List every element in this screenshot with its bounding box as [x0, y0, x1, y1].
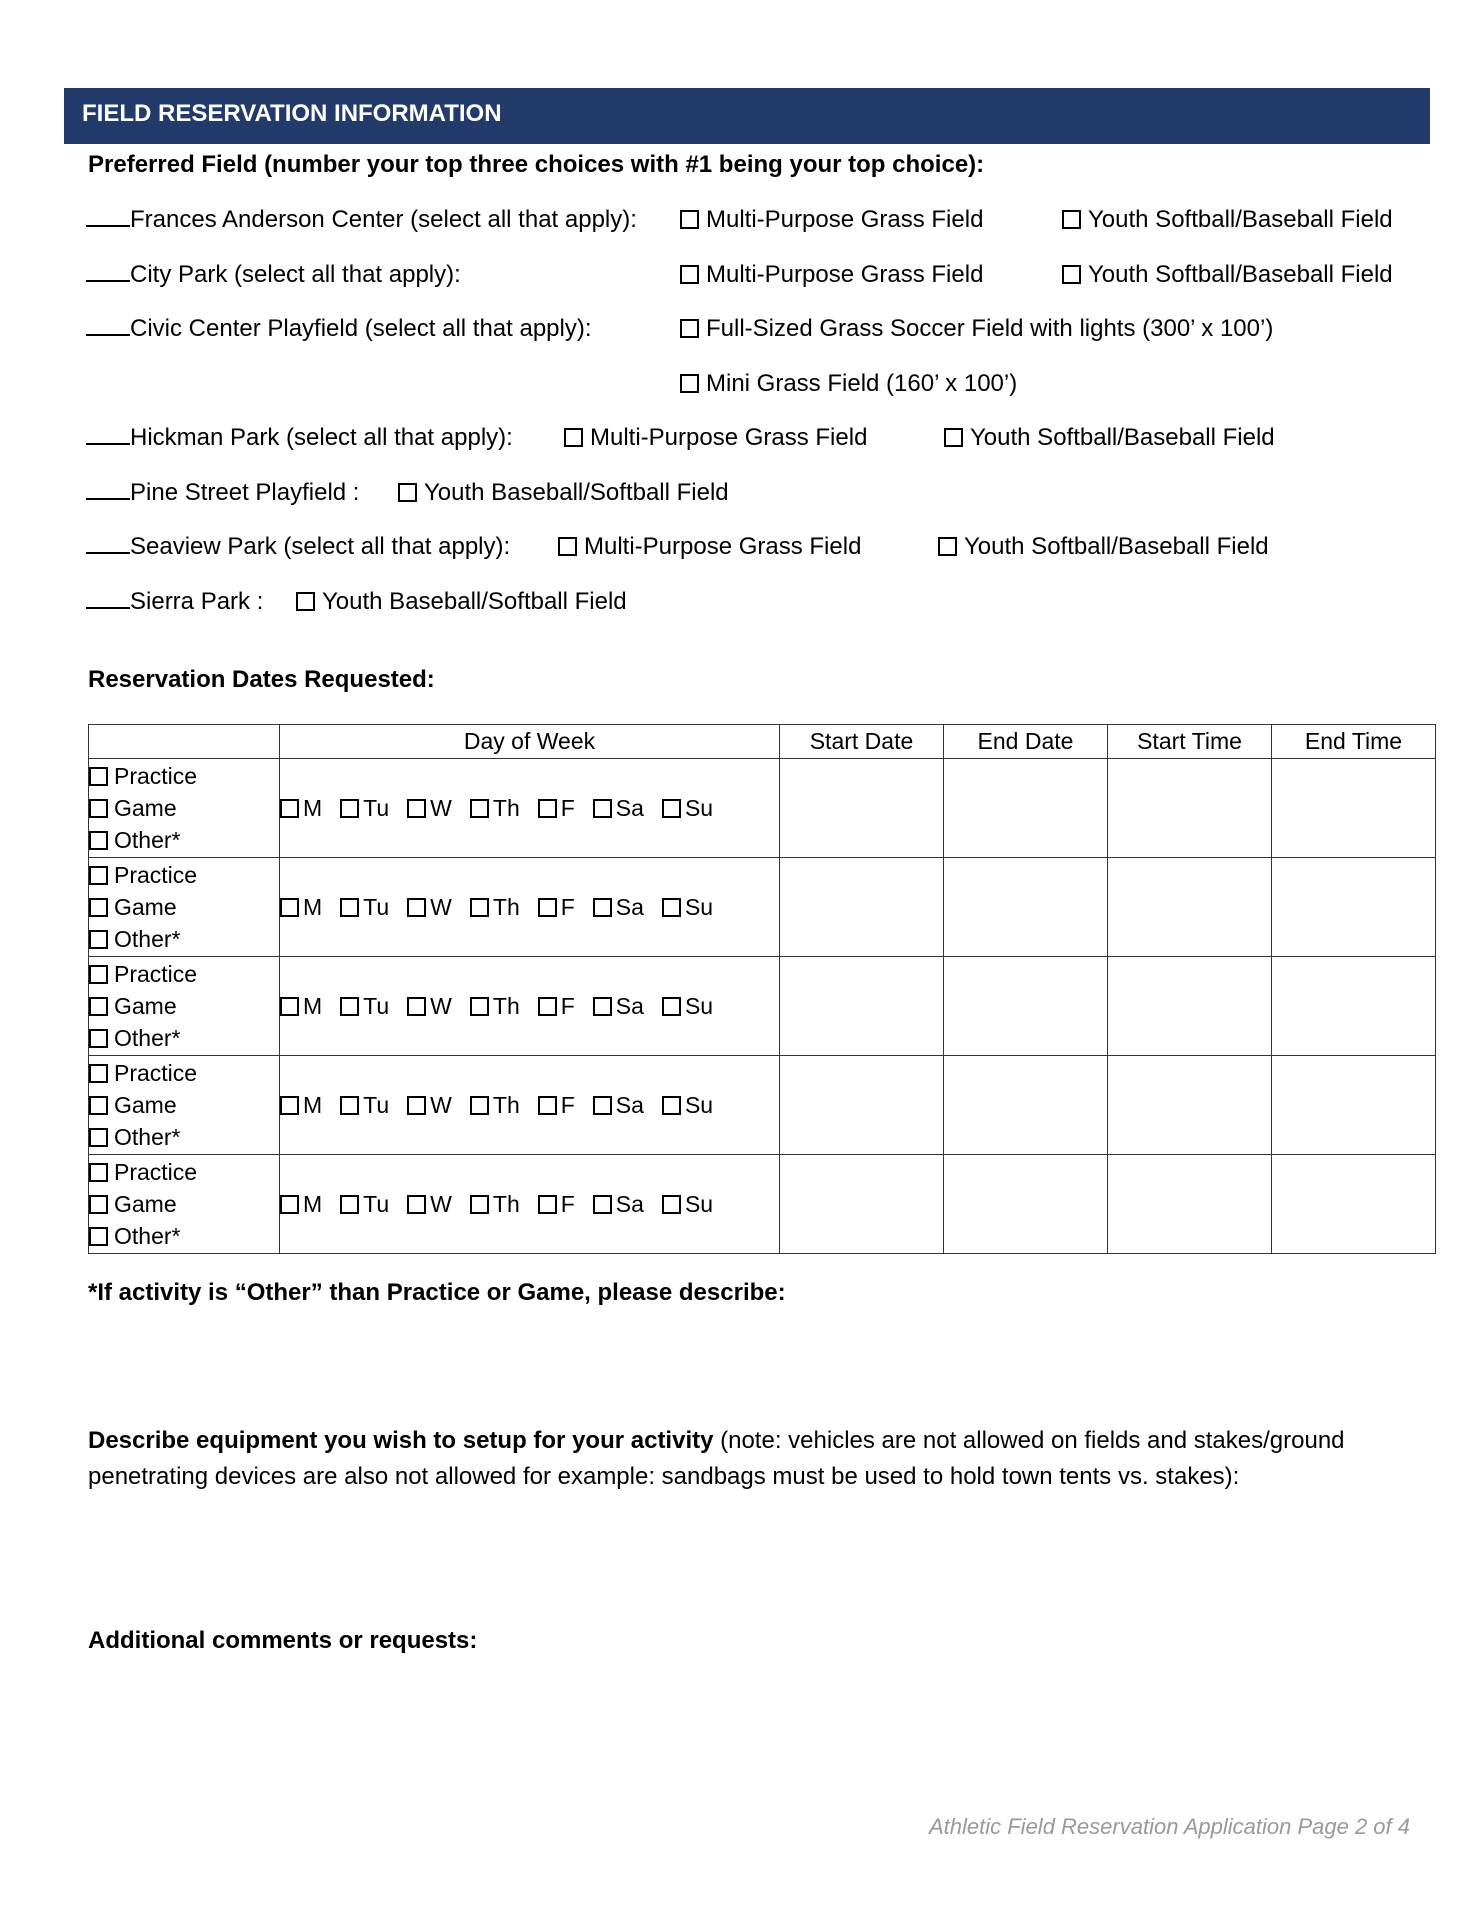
day-label: Su: [684, 992, 714, 1019]
day-label: Su: [684, 1091, 714, 1118]
checkbox[interactable]: [593, 1096, 612, 1115]
start-date-cell[interactable]: [780, 858, 944, 957]
table-row: [89, 1056, 1436, 1155]
checkbox[interactable]: [296, 592, 315, 611]
day-option[interactable]: [593, 993, 644, 1020]
day-option[interactable]: [340, 993, 389, 1020]
checkbox[interactable]: [470, 799, 489, 818]
option-label: Youth Baseball/Softball Field: [322, 588, 627, 615]
checkbox[interactable]: [407, 1195, 426, 1214]
day-option[interactable]: [280, 1092, 322, 1119]
checkbox[interactable]: [280, 1096, 299, 1115]
day-label: W: [430, 992, 452, 1019]
column-header: End Date: [944, 725, 1108, 759]
checkbox[interactable]: [340, 799, 359, 818]
checkbox[interactable]: [89, 1029, 108, 1048]
checkbox[interactable]: [470, 1195, 489, 1214]
day-label: Th: [492, 794, 520, 821]
activity-label: Other*: [114, 1124, 181, 1150]
option-checkbox[interactable]: [680, 314, 1273, 344]
field-name: Civic Center Playfield (select all that apply):: [130, 315, 592, 342]
activity-label: Game: [114, 1092, 177, 1118]
option-checkbox[interactable]: [564, 423, 867, 453]
option-checkbox[interactable]: [558, 532, 861, 562]
checkbox[interactable]: [662, 898, 681, 917]
column-header: Start Time: [1108, 725, 1272, 759]
activity-label: Other*: [114, 1025, 181, 1051]
day-option[interactable]: [407, 993, 452, 1020]
reservation-table: [88, 724, 1436, 1254]
rank-blank[interactable]: [86, 262, 130, 282]
section-header: [64, 88, 1430, 144]
column-header: Day of Week: [280, 725, 780, 759]
rank-blank[interactable]: [86, 316, 130, 336]
checkbox[interactable]: [89, 799, 108, 818]
option-label: Youth Baseball/Softball Field: [424, 479, 729, 506]
day-label: Sa: [615, 1190, 644, 1217]
day-label: F: [560, 992, 575, 1019]
checkbox[interactable]: [407, 799, 426, 818]
activity-label: Other*: [114, 827, 181, 853]
checkbox[interactable]: [564, 428, 583, 447]
activity-option[interactable]: [89, 824, 279, 856]
checkbox[interactable]: [89, 930, 108, 949]
checkbox[interactable]: [340, 1195, 359, 1214]
day-label: Tu: [363, 1190, 390, 1217]
checkbox[interactable]: [662, 1096, 681, 1115]
checkbox[interactable]: [470, 898, 489, 917]
field-name: Pine Street Playfield :: [130, 479, 360, 506]
option-label: Mini Grass Field (160’ x 100’): [706, 370, 1018, 397]
day-label: Su: [684, 893, 714, 920]
checkbox[interactable]: [407, 997, 426, 1016]
checkbox[interactable]: [340, 898, 359, 917]
activity-label: Game: [114, 795, 177, 821]
checkbox[interactable]: [538, 1195, 557, 1214]
activity-label: Practice: [114, 1159, 198, 1185]
day-option[interactable]: [340, 1191, 389, 1218]
equipment-description-line2: penetrating devices are also not allowed for example: sandbags must be used to hold town tents vs. stakes):: [88, 1463, 1240, 1490]
activity-option[interactable]: [89, 1156, 279, 1188]
activity-option[interactable]: [89, 792, 279, 824]
checkbox[interactable]: [89, 1163, 108, 1182]
day-option[interactable]: [662, 894, 713, 921]
day-label: Tu: [363, 794, 390, 821]
day-label: Su: [684, 794, 714, 821]
end-date-cell[interactable]: [944, 1155, 1108, 1254]
table-row: [89, 759, 1436, 858]
field-row-frances-anderson: [86, 205, 637, 235]
day-label: M: [303, 1190, 323, 1217]
checkbox[interactable]: [558, 537, 577, 556]
day-label: Th: [492, 1091, 520, 1118]
equipment-description-line1: [88, 1426, 1345, 1456]
rank-blank[interactable]: [86, 480, 130, 500]
checkbox[interactable]: [662, 1195, 681, 1214]
day-label: W: [430, 893, 452, 920]
checkbox[interactable]: [593, 997, 612, 1016]
day-option[interactable]: [407, 1191, 452, 1218]
checkbox[interactable]: [280, 997, 299, 1016]
checkbox[interactable]: [680, 210, 699, 229]
end-time-cell[interactable]: [1272, 957, 1436, 1056]
checkbox[interactable]: [280, 799, 299, 818]
checkbox[interactable]: [340, 997, 359, 1016]
rank-blank[interactable]: [86, 589, 130, 609]
day-label: M: [303, 1091, 323, 1118]
activity-option[interactable]: [89, 891, 279, 923]
end-date-cell[interactable]: [944, 1056, 1108, 1155]
checkbox[interactable]: [89, 1227, 108, 1246]
activity-label: Practice: [114, 763, 198, 789]
option-checkbox[interactable]: [680, 260, 983, 290]
section-title: FIELD RESERVATION INFORMATION: [82, 100, 502, 127]
day-option[interactable]: [340, 894, 389, 921]
field-row-hickman-park: [86, 423, 513, 453]
checkbox[interactable]: [944, 428, 963, 447]
checkbox[interactable]: [470, 1096, 489, 1115]
day-label: Th: [492, 992, 520, 1019]
option-checkbox[interactable]: [398, 478, 729, 508]
day-option[interactable]: [538, 894, 575, 921]
activity-option[interactable]: [89, 1089, 279, 1121]
checkbox[interactable]: [89, 997, 108, 1016]
day-option[interactable]: [407, 1092, 452, 1119]
day-option[interactable]: [407, 894, 452, 921]
start-date-cell[interactable]: [780, 957, 944, 1056]
day-label: M: [303, 893, 323, 920]
option-checkbox[interactable]: [1062, 205, 1393, 235]
field-row-seaview-park: [86, 532, 510, 562]
column-header: Start Date: [780, 725, 944, 759]
day-of-week-cell: [280, 759, 780, 858]
activity-option[interactable]: [89, 923, 279, 955]
checkbox[interactable]: [280, 1195, 299, 1214]
checkbox[interactable]: [662, 799, 681, 818]
field-name: Hickman Park (select all that apply):: [130, 424, 513, 451]
day-label: Tu: [363, 893, 390, 920]
day-option[interactable]: [593, 1092, 644, 1119]
checkbox[interactable]: [680, 265, 699, 284]
day-option[interactable]: [280, 1191, 322, 1218]
option-label: Youth Softball/Baseball Field: [964, 533, 1269, 560]
checkbox[interactable]: [538, 799, 557, 818]
day-label: F: [560, 1190, 575, 1217]
day-option[interactable]: [538, 795, 575, 822]
option-label: Youth Softball/Baseball Field: [1088, 261, 1393, 288]
day-label: Th: [492, 893, 520, 920]
field-row-pine-street: [86, 478, 359, 508]
checkbox[interactable]: [470, 997, 489, 1016]
additional-comments-label: Additional comments or requests:: [88, 1627, 478, 1654]
option-label: Youth Softball/Baseball Field: [970, 424, 1275, 451]
checkbox[interactable]: [680, 374, 699, 393]
table-row: [89, 858, 1436, 957]
option-label: Multi-Purpose Grass Field: [706, 206, 984, 233]
activity-option[interactable]: [89, 1220, 279, 1252]
activity-label: Game: [114, 1191, 177, 1217]
column-header: End Time: [1272, 725, 1436, 759]
option-label: Full-Sized Grass Soccer Field with lights (300’ x 100’): [706, 315, 1274, 342]
column-header: [89, 725, 280, 759]
day-label: Sa: [615, 794, 644, 821]
field-row-sierra-park: [86, 587, 263, 617]
field-name: Sierra Park :: [130, 588, 264, 615]
option-label: Youth Softball/Baseball Field: [1088, 206, 1393, 233]
day-option[interactable]: [470, 894, 520, 921]
option-checkbox[interactable]: [938, 532, 1269, 562]
checkbox[interactable]: [340, 1096, 359, 1115]
day-option[interactable]: [593, 894, 644, 921]
rank-blank[interactable]: [86, 425, 130, 445]
day-option[interactable]: [662, 993, 713, 1020]
start-date-cell[interactable]: [780, 759, 944, 858]
activity-label: Practice: [114, 862, 198, 888]
day-label: Tu: [363, 1091, 390, 1118]
checkbox[interactable]: [1062, 210, 1081, 229]
activity-label: Practice: [114, 1060, 198, 1086]
day-label: W: [430, 1190, 452, 1217]
rank-blank[interactable]: [86, 534, 130, 554]
activity-option[interactable]: [89, 990, 279, 1022]
preferred-field-heading: Preferred Field (number your top three choices with #1 being your top choice):: [88, 151, 985, 178]
checkbox[interactable]: [89, 1064, 108, 1083]
reservation-dates-heading: Reservation Dates Requested:: [88, 666, 435, 693]
checkbox[interactable]: [398, 483, 417, 502]
table-row: [89, 957, 1436, 1056]
checkbox[interactable]: [538, 997, 557, 1016]
day-label: W: [430, 1091, 452, 1118]
end-date-cell[interactable]: [944, 759, 1108, 858]
activity-cell: [89, 759, 280, 858]
equipment-note: (note: vehicles are not allowed on fields and stakes/ground: [713, 1427, 1345, 1454]
start-time-cell[interactable]: [1108, 1056, 1272, 1155]
day-option[interactable]: [470, 795, 520, 822]
page-footer: Athletic Field Reservation Application Page 2 of 4: [928, 1814, 1410, 1839]
day-option[interactable]: [407, 795, 452, 822]
day-option[interactable]: [470, 1092, 520, 1119]
start-time-cell[interactable]: [1108, 957, 1272, 1056]
activity-cell: [89, 1155, 280, 1254]
day-label: M: [303, 794, 323, 821]
start-time-cell[interactable]: [1108, 1155, 1272, 1254]
option-checkbox[interactable]: [680, 369, 1017, 399]
end-date-cell[interactable]: [944, 858, 1108, 957]
end-date-cell[interactable]: [944, 957, 1108, 1056]
day-label: Sa: [615, 992, 644, 1019]
day-option[interactable]: [280, 993, 322, 1020]
activity-option[interactable]: [89, 1121, 279, 1153]
day-option[interactable]: [280, 795, 322, 822]
day-label: F: [560, 1091, 575, 1118]
checkbox[interactable]: [593, 898, 612, 917]
option-checkbox[interactable]: [944, 423, 1275, 453]
option-checkbox[interactable]: [680, 205, 983, 235]
activity-label: Other*: [114, 1223, 181, 1249]
day-label: Th: [492, 1190, 520, 1217]
field-row-civic-center: [86, 314, 592, 344]
checkbox[interactable]: [89, 965, 108, 984]
day-option[interactable]: [538, 1191, 575, 1218]
day-option[interactable]: [340, 1092, 389, 1119]
day-option[interactable]: [280, 894, 322, 921]
day-label: W: [430, 794, 452, 821]
option-checkbox[interactable]: [1062, 260, 1393, 290]
day-label: Sa: [615, 1091, 644, 1118]
field-row-city-park: [86, 260, 461, 290]
activity-label: Practice: [114, 961, 198, 987]
rank-blank[interactable]: [86, 207, 130, 227]
checkbox[interactable]: [662, 997, 681, 1016]
activity-cell: [89, 1056, 280, 1155]
activity-cell: [89, 957, 280, 1056]
checkbox[interactable]: [89, 1096, 108, 1115]
checkbox[interactable]: [1062, 265, 1081, 284]
other-activity-note: *If activity is “Other” than Practice or Game, please describe:: [88, 1279, 786, 1306]
start-time-cell[interactable]: [1108, 858, 1272, 957]
equipment-label: Describe equipment you wish to setup for your activity: [88, 1427, 714, 1454]
checkbox[interactable]: [280, 898, 299, 917]
activity-label: Other*: [114, 926, 181, 952]
activity-label: Game: [114, 894, 177, 920]
checkbox[interactable]: [407, 898, 426, 917]
activity-option[interactable]: [89, 958, 279, 990]
checkbox[interactable]: [89, 1128, 108, 1147]
start-date-cell[interactable]: [780, 1155, 944, 1254]
option-label: Multi-Purpose Grass Field: [590, 424, 868, 451]
activity-option[interactable]: [89, 1188, 279, 1220]
day-of-week-cell: [280, 1056, 780, 1155]
table-header-row: [89, 725, 1436, 759]
field-name: City Park (select all that apply):: [130, 261, 461, 288]
checkbox[interactable]: [89, 898, 108, 917]
checkbox[interactable]: [938, 537, 957, 556]
day-option[interactable]: [470, 993, 520, 1020]
checkbox[interactable]: [89, 1195, 108, 1214]
day-label: F: [560, 794, 575, 821]
day-label: Su: [684, 1190, 714, 1217]
option-label: Multi-Purpose Grass Field: [584, 533, 862, 560]
activity-option[interactable]: [89, 859, 279, 891]
table-row: [89, 1155, 1436, 1254]
day-option[interactable]: [593, 795, 644, 822]
end-time-cell[interactable]: [1272, 858, 1436, 957]
day-option[interactable]: [538, 1092, 575, 1119]
day-option[interactable]: [470, 1191, 520, 1218]
checkbox[interactable]: [407, 1096, 426, 1115]
checkbox[interactable]: [538, 898, 557, 917]
day-label: Tu: [363, 992, 390, 1019]
day-of-week-cell: [280, 957, 780, 1056]
checkbox[interactable]: [593, 799, 612, 818]
start-date-cell[interactable]: [780, 1056, 944, 1155]
day-label: Sa: [615, 893, 644, 920]
day-label: M: [303, 992, 323, 1019]
start-time-cell[interactable]: [1108, 759, 1272, 858]
option-label: Multi-Purpose Grass Field: [706, 261, 984, 288]
day-of-week-cell: [280, 858, 780, 957]
day-of-week-cell: [280, 1155, 780, 1254]
field-name: Frances Anderson Center (select all that apply):: [130, 206, 637, 233]
checkbox[interactable]: [89, 866, 108, 885]
day-option[interactable]: [662, 1191, 713, 1218]
day-option[interactable]: [593, 1191, 644, 1218]
day-option[interactable]: [340, 795, 389, 822]
field-name: Seaview Park (select all that apply):: [130, 533, 511, 560]
end-time-cell[interactable]: [1272, 1155, 1436, 1254]
activity-option[interactable]: [89, 760, 279, 792]
activity-option[interactable]: [89, 1022, 279, 1054]
checkbox[interactable]: [538, 1096, 557, 1115]
checkbox[interactable]: [89, 767, 108, 786]
activity-cell: [89, 858, 280, 957]
option-checkbox[interactable]: [296, 587, 627, 617]
checkbox[interactable]: [593, 1195, 612, 1214]
day-option[interactable]: [662, 795, 713, 822]
checkbox[interactable]: [680, 319, 699, 338]
end-time-cell[interactable]: [1272, 759, 1436, 858]
activity-label: Game: [114, 993, 177, 1019]
activity-option[interactable]: [89, 1057, 279, 1089]
day-option[interactable]: [662, 1092, 713, 1119]
day-label: F: [560, 893, 575, 920]
end-time-cell[interactable]: [1272, 1056, 1436, 1155]
checkbox[interactable]: [89, 831, 108, 850]
day-option[interactable]: [538, 993, 575, 1020]
